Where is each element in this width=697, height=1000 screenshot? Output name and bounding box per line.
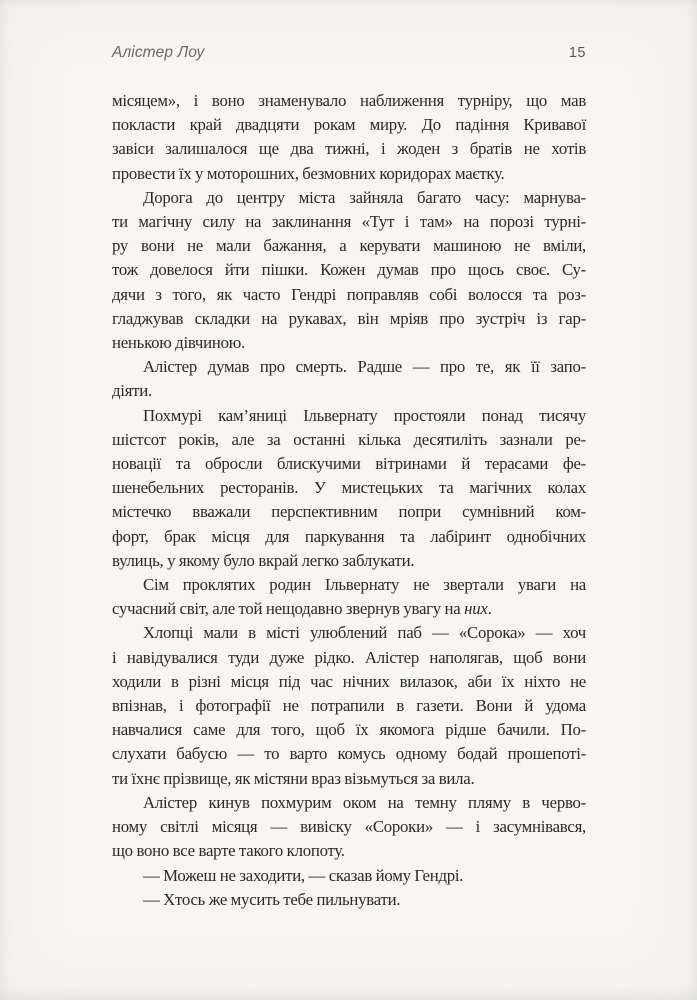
page-body (112, 89, 586, 912)
text-line: новації та обросли блискучими вітринами й терасами фе- (112, 454, 586, 474)
italic-text: них (464, 599, 488, 619)
text-line: Алістер кинув похмурим оком на темну пляму в черво- (143, 792, 586, 812)
text-line: діяти. (112, 381, 152, 401)
text-line: форт, брак місця для паркування та лабіринт однобічних (112, 526, 586, 546)
text-line: місяцем», і воно знаменувало наближення турніру, що мав (112, 91, 586, 110)
text-line: ненькою дівчиною. (112, 333, 245, 353)
text-line: шенебельних ресторанів. У мистецьких та магічних колах (112, 478, 586, 498)
text-line: завіси залишалося ще два тижні, і жоден з братів не хотів (112, 139, 586, 159)
text-line: — Хтось же мусить тебе пильнувати. (143, 889, 401, 909)
page-number: 15 (568, 45, 586, 61)
text-line: провести їх у моторошних, безмовних коридорах маєтку. (112, 163, 505, 183)
text-line: ти магічну силу на заклинання «Тут і там» на порозі турні- (112, 212, 586, 232)
text-line: Сім проклятих родин Ільвернату не звертали уваги на (143, 575, 586, 595)
text-line: ру вони не мали бажання, а керувати машиною не вміли, (112, 236, 586, 256)
text-line: Похмурі кам’яниці Ільвернату простояли понад тисячу (143, 405, 586, 425)
text-line (112, 597, 586, 621)
text-line: впізнав, і фотографії не потрапили в газети. Вони й удома (112, 696, 586, 716)
text-line: — Можеш не заходити, — сказав йому Гендрі. (143, 865, 464, 885)
text-line: ти їхнє прізвище, як містяни враз візьмуться за вила. (112, 768, 475, 788)
text-block (112, 42, 586, 912)
text-line: ному світлі місяця — вивіску «Сороки» — і засумнівався, (112, 817, 586, 837)
text-line: гладжував складки на рукавах, він мріяв про зустріч із гар- (112, 308, 586, 328)
header-author: Алістер Лоу (112, 44, 205, 61)
text-line: ходили в різні місця під час нічних вилазок, аби їх ніхто не (112, 671, 586, 691)
text-line: що воно все варте такого клопоту. (112, 841, 345, 861)
text-line: Дорога до центру міста зайняла багато часу: марнува- (143, 187, 586, 207)
text-line: покласти край двадцяти рокам миру. До падіння Кривавої (112, 115, 586, 135)
text-line: і навідувалися туди дуже рідко. Алістер наполягав, щоб вони (112, 647, 586, 667)
text-line: Алістер думав про смерть. Радше — про те, як її запо- (143, 357, 586, 377)
running-header (112, 42, 586, 64)
text-segment: . (487, 599, 492, 619)
text-segment: сучасний світ, але той нещодавно звернув увагу на (112, 599, 465, 619)
text-line: вулиць, у якому було вкрай легко заблукати. (112, 550, 415, 570)
text-line: шістсот років, але за останні кілька десятиліть зазнали ре- (112, 429, 586, 449)
text-line: Хлопці мали в місті улюблений паб — «Сорока» — хоч (143, 623, 586, 643)
text-line: тож довелося йти пішки. Кожен думав про щось своє. Су- (112, 260, 586, 280)
text-line: дячи з того, як часто Гендрі поправляв собі волосся та роз- (112, 284, 586, 304)
text-line: навчалися саме для того, щоб їх якомога рідше бачили. По- (112, 720, 586, 740)
text-line: слухати бабусю — то варто комусь одному бодай прошепоті- (112, 744, 586, 764)
text-line: містечко вважали перспективним попри сумнівний ком- (112, 502, 586, 522)
